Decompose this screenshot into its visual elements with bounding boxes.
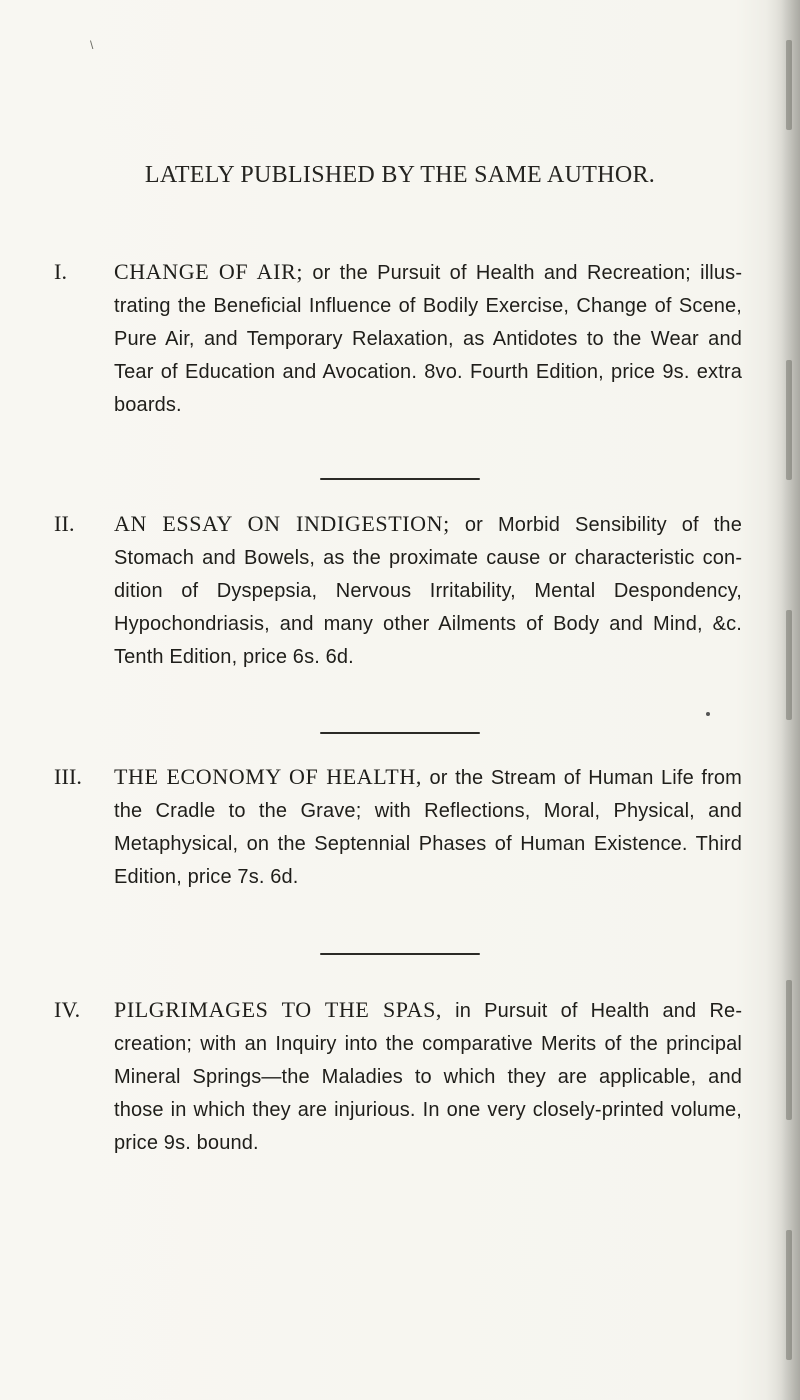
corner-mark: \ bbox=[90, 38, 94, 52]
print-speck bbox=[706, 712, 710, 716]
page-edge-mark bbox=[786, 1230, 792, 1360]
entry-body bbox=[114, 760, 742, 894]
page-edge-mark bbox=[786, 980, 792, 1120]
publication-entry bbox=[54, 760, 742, 894]
entry-description: or the Stream of Human Life from the Cradle to the Grave; with Reflections, Moral, Physical, and Metaphysical, on the Septennial Phases of Human Existence. Third Edition, price 7s. 6d. bbox=[114, 767, 742, 888]
entry-description: or Morbid Sensibility of the Stomach and Bowels, as the proximate cause or characteristic condition of Dyspepsia, Nervous Irritability, Mental Despondency, Hypochondriasis, and many other Ailments of Body and Mind, &c. Tenth Edition, price 6s. 6d. bbox=[114, 514, 742, 668]
entry-numeral: I. bbox=[54, 259, 68, 284]
publication-entry bbox=[54, 993, 742, 1160]
section-divider bbox=[320, 953, 480, 955]
entry-body bbox=[114, 255, 742, 422]
page-edge-mark bbox=[786, 360, 792, 480]
entry-numeral: IV. bbox=[54, 997, 81, 1022]
entry-numeral: II. bbox=[54, 511, 75, 536]
page-edge-shadow bbox=[766, 0, 800, 1400]
entry-description: in Pursuit of Health and Recreation; with an Inquiry into the comparative Merits of the principal Mineral Springs—the Maladies to which they are applicable, and those in which they are injurious. In one very closely-printed volume, price 9s. bound. bbox=[114, 1000, 742, 1154]
entry-body bbox=[114, 993, 742, 1160]
entry-title: PILGRIMAGES TO THE SPAS, bbox=[114, 997, 443, 1022]
publication-entry bbox=[54, 507, 742, 674]
entry-body bbox=[114, 507, 742, 674]
publication-entry bbox=[54, 255, 742, 422]
entry-numeral: III. bbox=[54, 764, 83, 789]
entry-title: CHANGE OF AIR; bbox=[114, 259, 304, 284]
page-edge-mark bbox=[786, 610, 792, 720]
page-edge-mark bbox=[786, 40, 792, 130]
entry-description: or the Pursuit of Health and Recreation; illustrating the Beneficial Influence of Bodily Exercise, Change of Scene, Pure Air, and Temporary Relaxation, as Antidotes to the Wear and Tear of Education and Avocation. 8vo. Fourth Edition, price 9s. extra boards. bbox=[114, 262, 742, 416]
section-divider bbox=[320, 732, 480, 734]
entry-title: AN ESSAY ON INDIGESTION; bbox=[114, 511, 450, 536]
page-heading: LATELY PUBLISHED BY THE SAME AUTHOR. bbox=[144, 162, 656, 188]
section-divider bbox=[320, 478, 480, 480]
entry-title: THE ECONOMY OF HEALTH, bbox=[114, 764, 422, 789]
